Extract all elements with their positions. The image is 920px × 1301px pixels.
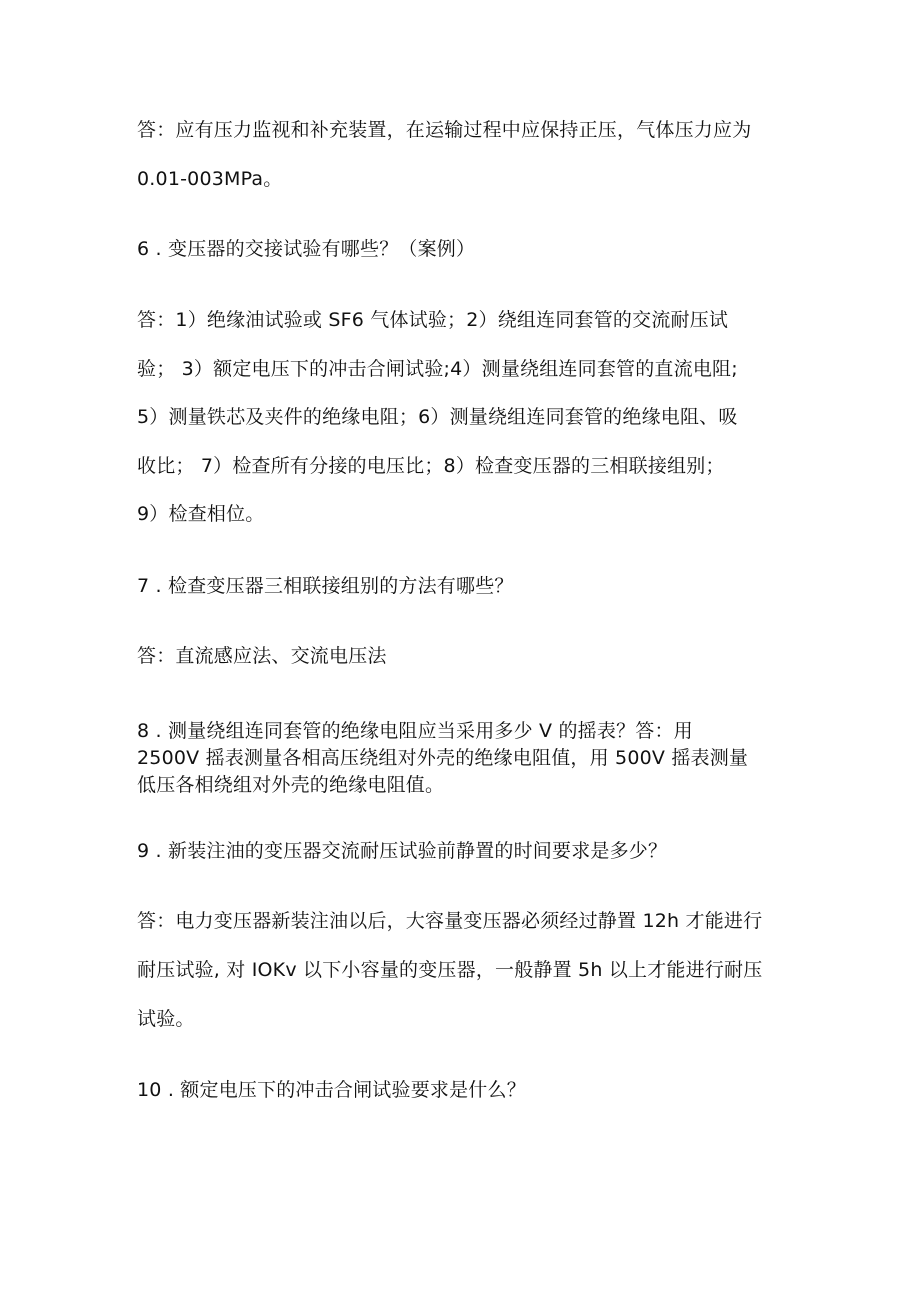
answer6-line-5: 9）检查相位。 <box>137 503 265 525</box>
answer6-line-3: 5）测量铁芯及夹件的绝缘电阻；6）测量绕组连同套管的绝缘电阻、吸 <box>137 406 738 428</box>
question-7: 7 . 检查变压器三相联接组别的方法有哪些？ <box>137 575 514 597</box>
answer-7: 答：直流感应法、交流电压法 <box>137 645 387 667</box>
answer6-line-4: 收比； 7）检查所有分接的电压比；8）检查变压器的三相联接组别； <box>137 455 725 477</box>
answer6-line-2: 验； 3）额定电压下的冲击合闸试验;4）测量绕组连同套管的直流电阻; <box>137 358 738 380</box>
question-10: 10 . 额定电压下的冲击合闸试验要求是什么？ <box>137 1079 526 1101</box>
answer5-line-2: 0.01-003MPa。 <box>137 168 283 190</box>
answer9-line-3: 试验。 <box>137 1008 195 1030</box>
q8-line-1: 8 . 测量绕组连同套管的绝缘电阻应当采用多少 V 的摇表？答：用 <box>137 720 693 742</box>
q8-line-3: 低压各相绕组对外壳的绝缘电阻值。 <box>137 774 445 796</box>
answer5-line-1: 答：应有压力监视和补充装置，在运输过程中应保持正压，气体压力应为 <box>137 119 752 141</box>
q8-line-2: 2500V 摇表测量各相高压绕组对外壳的绝缘电阻值，用 500V 摇表测量 <box>137 747 749 769</box>
question-9: 9 . 新装注油的变压器交流耐压试验前静置的时间要求是多少？ <box>137 840 668 862</box>
answer9-line-1: 答：电力变压器新装注油以后，大容量变压器必须经过静置 12h 才能进行 <box>137 910 763 932</box>
answer6-line-1: 答：1）绝缘油试验或 SF6 气体试验；2）绕组连同套管的交流耐压试 <box>137 309 729 331</box>
question-6: 6 . 变压器的交接试验有哪些？（案例） <box>137 238 476 260</box>
answer9-line-2: 耐压试验, 对 IOKv 以下小容量的变压器，一般静置 5h 以上才能进行耐压 <box>137 959 763 981</box>
